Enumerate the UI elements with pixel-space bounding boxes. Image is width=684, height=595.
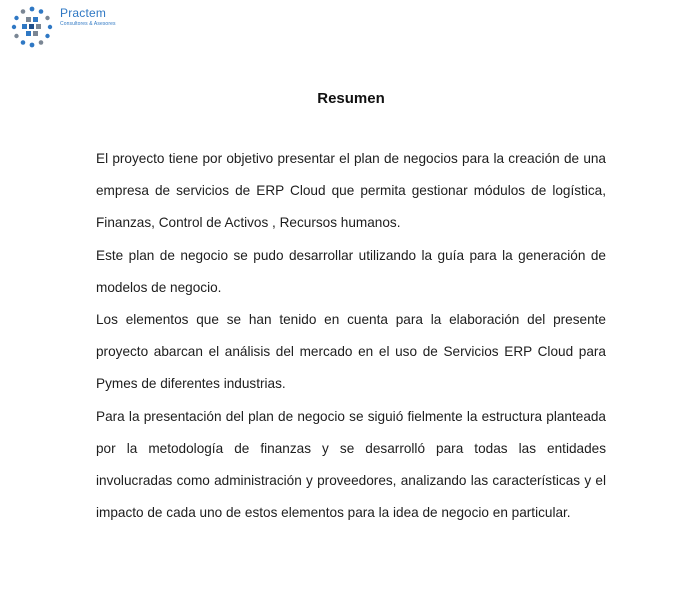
- document-body: [96, 143, 606, 529]
- paragraph: Los elementos que se han tenido en cuenta para la elaboración del presente proyecto abarcan el análisis del mercado en el uso de Servicios ERP Cloud para Pymes de diferentes industrias.: [96, 312, 606, 392]
- brand-text: [60, 7, 116, 28]
- practem-logo-icon: [10, 5, 54, 49]
- document-title: Resumen: [317, 90, 385, 107]
- paragraph: Para la presentación del plan de negocio se siguió fielmente la estructura planteada por la metodología de finanzas y se desarrolló para todas las entidades involucradas como administración y proveedores, analizando las características y el impacto de cada uno de estos elementos para la idea de negocio en particular.: [96, 408, 606, 521]
- paragraph: El proyecto tiene por objetivo presentar el plan de negocios para la creación de una empresa de servicios de ERP Cloud que permita gestionar módulos de logística, Finanzas, Control de Activos , Recursos humanos.: [96, 151, 606, 231]
- brand-name: Practem: [60, 6, 107, 20]
- brand-tagline: Consultores & Asesores: [60, 21, 116, 27]
- header-logo: [10, 5, 116, 49]
- paragraph: Este plan de negocio se pudo desarrollar utilizando la guía para la generación de modelos de negocio.: [96, 247, 606, 295]
